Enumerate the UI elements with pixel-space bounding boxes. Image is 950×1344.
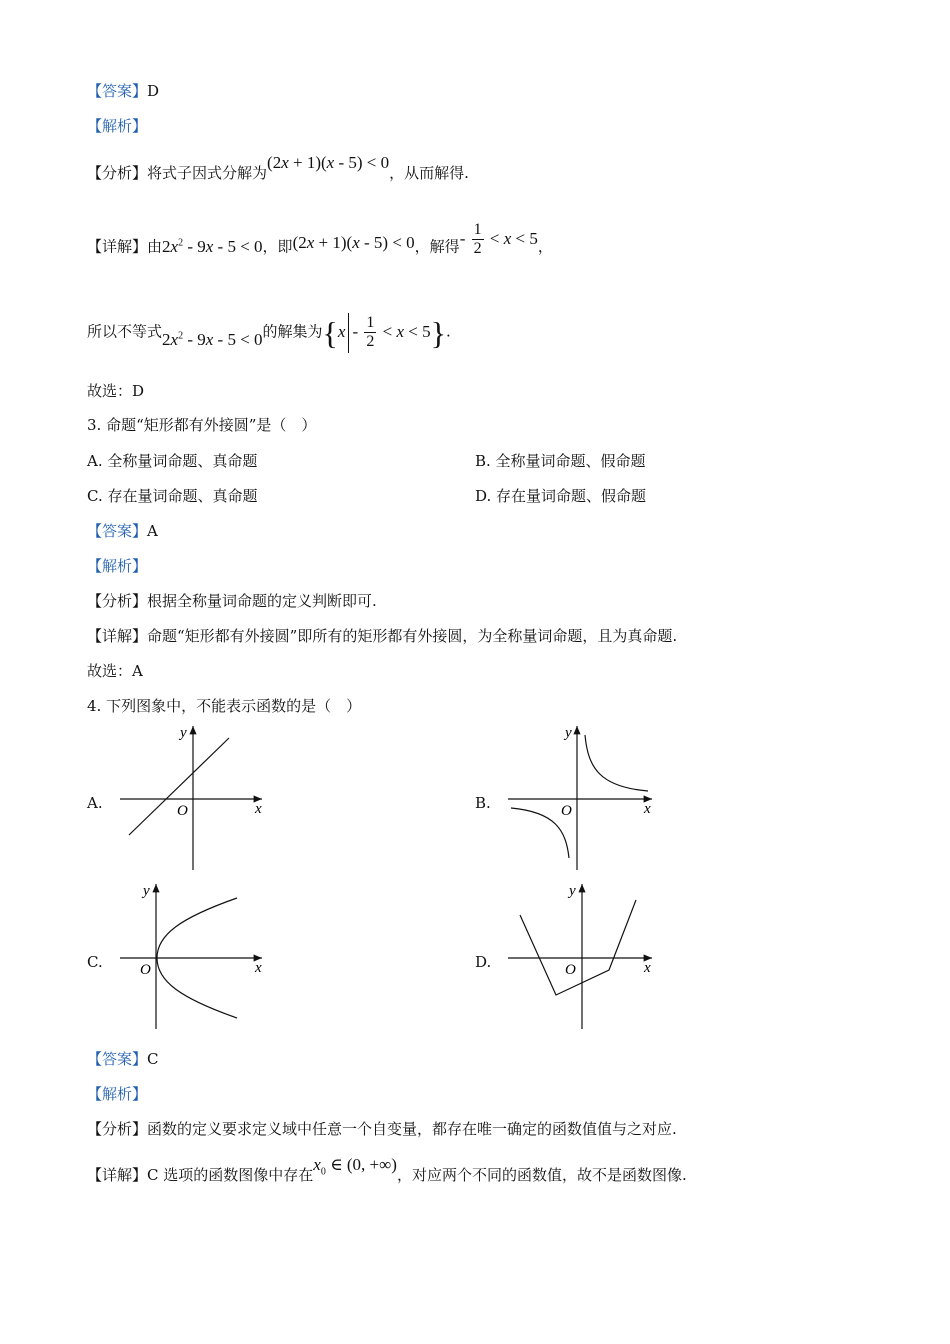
graph-c-origin: O [140,962,151,978]
answer-tag: 【答案】 [87,522,148,540]
graph-label-b: B. [475,794,491,812]
fenxi-tag: 【分析】 [87,592,148,610]
graph-c [120,884,262,1029]
xiangjie-tag: 【详解】 [87,1166,148,1184]
solution-range: - $\frac{1}{2}$ < x < 5 [459,221,538,258]
q3-option-c: C. 存在量词命题、真命题 [87,487,258,505]
graph-b-branch-right [585,735,648,791]
answer-tag: 【答案】 [87,82,148,100]
solution-set: {x - $\frac{1}{2}$ < x < 5} [322,314,446,351]
q4-answer-line [87,1049,159,1069]
graph-a-line [129,738,229,835]
graph-label-c: C. [87,953,103,971]
q4-fenxi-line [87,1119,677,1139]
fenxi-tag: 【分析】 [87,1120,148,1138]
q2-choose: 故选：D [87,382,145,400]
q4-analysis-tag: 【解析】 [87,1085,148,1103]
answer-tag: 【答案】 [87,1050,148,1068]
fenxi-pre: 将式子因式分解为 [147,164,268,182]
answer-value: C [147,1050,159,1068]
xiangjie-jiede: ，解得 [414,237,460,256]
graph-b-y-label: y [565,725,572,741]
xiangjie-end: ， [537,237,553,256]
graph-d-y-label: y [569,883,576,899]
answer-value: D [147,82,160,100]
quadratic-inequality-2: $2x^2 - 9x - 5 < 0$ [162,329,263,349]
fenxi-tag: 【分析】 [87,164,148,182]
q3-question: 3. 命题“矩形都有外接圆”是（ ） [87,416,317,434]
graph-label-d: D. [475,953,492,971]
factored-inequality: (2x + 1)(x - 5) < 0 [267,153,390,172]
fenxi-text: 函数的定义要求定义域中任意一个自变量，都存在唯一确定的函数值值与之对应. [147,1120,677,1138]
graph-b-origin: O [561,803,572,819]
graph-a-x-label: x [255,801,262,817]
graph-c-y-label: y [143,883,150,899]
xiangjie-tag: 【详解】 [87,237,148,256]
graph-a-origin: O [177,803,188,819]
q3-analysis-tag: 【解析】 [87,557,148,575]
x0-membership: $x_0$ ∈ (0, +∞) [313,1155,397,1178]
xiangjie-pre: C 选项的函数图像中存在 [147,1166,314,1184]
graph-d-origin: O [565,962,576,978]
q4-xiangjie-line [87,1155,687,1192]
graph-c-x-label: x [255,960,262,976]
xiangjie-post: ，对应两个不同的函数值，故不是函数图像. [396,1166,687,1184]
q3-option-b: B. 全称量词命题、假命题 [475,452,646,470]
q3-option-a: A. 全称量词命题、真命题 [87,452,258,470]
solution-mid: 的解集为 [262,322,323,341]
graph-d-x-label: x [644,960,651,976]
q2-analysis-tag: 【解析】 [87,117,148,135]
graph-label-a: A. [87,794,103,812]
xiangjie-tag: 【详解】 [87,627,148,645]
fenxi-post: ，从而解得. [389,164,469,182]
graph-b-x-label: x [644,801,651,817]
graph-a-y-label: y [180,725,187,741]
solution-pre: 所以不等式 [87,322,163,341]
answer-value: A [147,522,158,540]
q3-option-d: D. 存在量词命题、假命题 [475,487,647,505]
graph-d-polyline [520,900,636,995]
xiangjie-text: 命题“矩形都有外接圆”即所有的矩形都有外接圆，为全称量词命题，且为真命题. [147,627,678,645]
q3-choose: 故选：A [87,662,143,680]
q4-question: 4. 下列图象中，不能表示函数的是（ ） [87,697,362,715]
factored-inequality-2: (2x + 1)(x - 5) < 0 [292,232,415,252]
fenxi-text: 根据全称量词命题的定义判断即可. [147,592,377,610]
quadratic-inequality: $2x^2 - 9x - 5 < 0$ [162,236,263,256]
graph-d [508,884,652,1029]
xiangjie-by: 由 [147,237,163,256]
solution-end: . [445,322,451,341]
xiangjie-ji: ，即 [262,237,293,256]
graph-b [508,726,652,870]
graph-a [120,726,262,870]
